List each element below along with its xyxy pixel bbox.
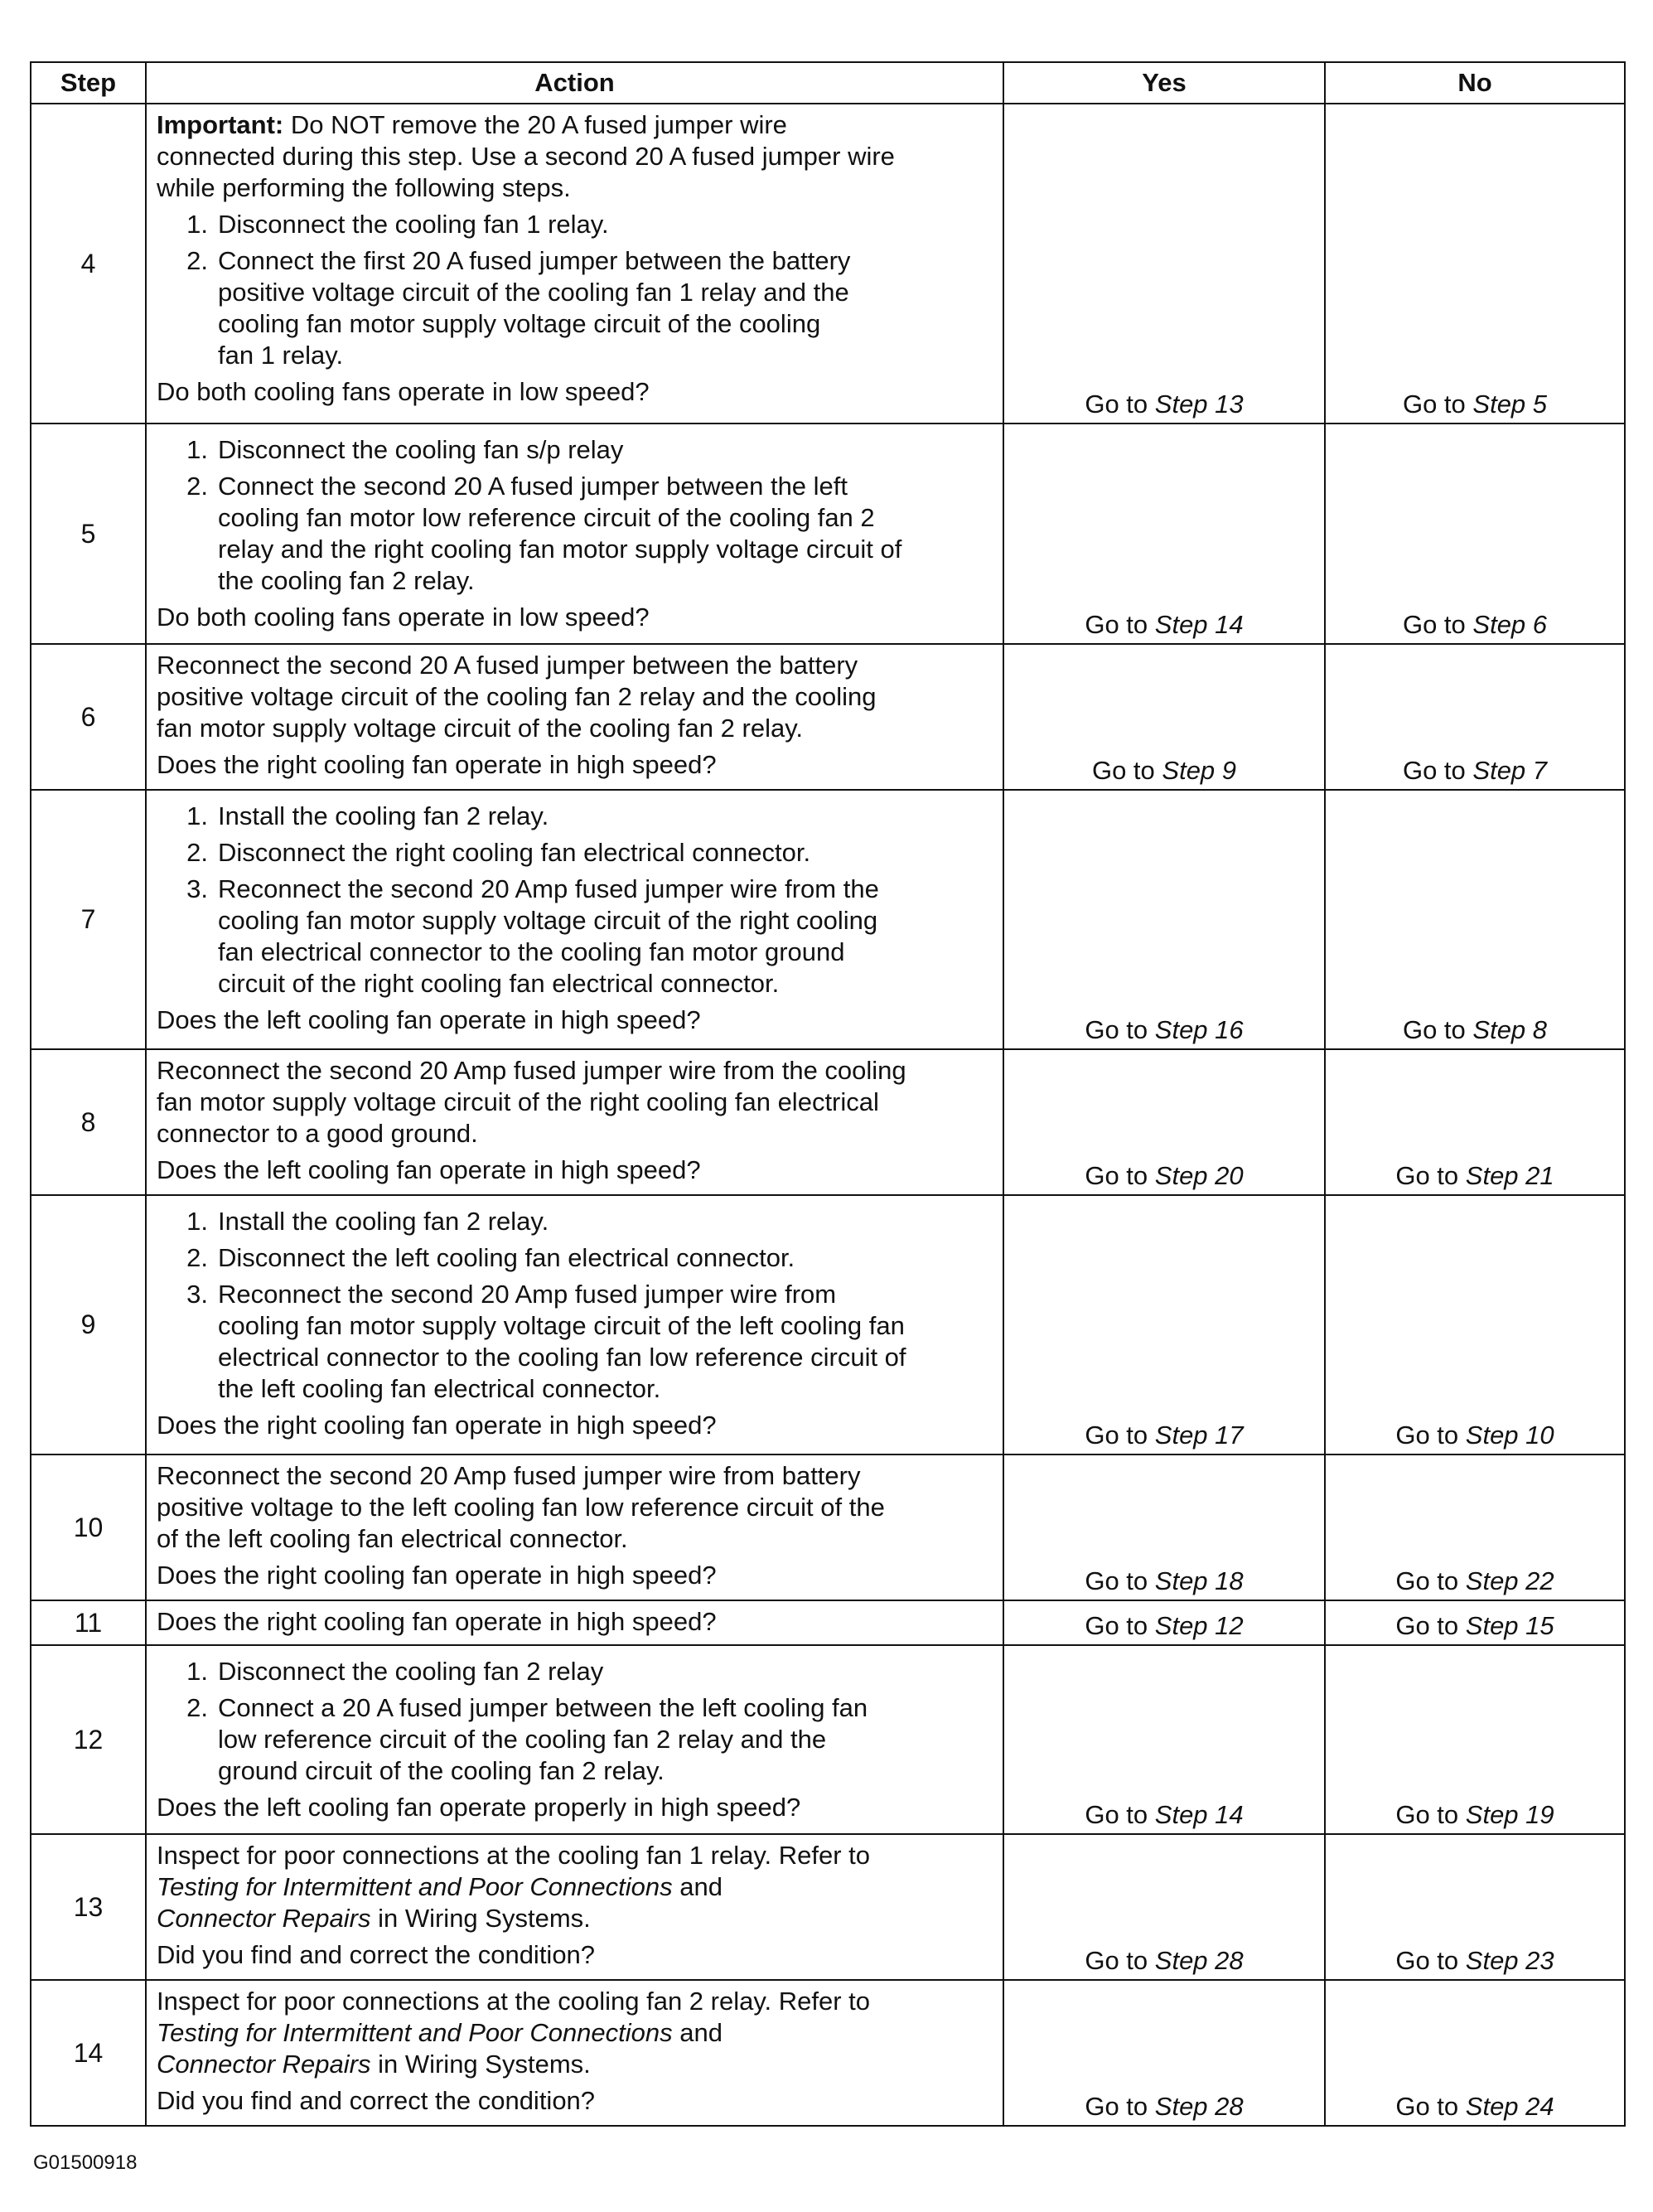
list-item-number: 2. [186,246,208,275]
goto-prefix: Go to [1085,1611,1148,1640]
yes-result [1003,1980,1325,2126]
list-item [157,1242,994,1274]
no-result [1325,1049,1625,1195]
action-text-line [157,1118,994,1150]
list-item-line: Connect a 20 A fused jumper between the left cooling fan [218,1693,868,1722]
reference-link: Testing for Intermittent and Poor Connections [157,2018,673,2047]
list-item [157,209,994,240]
no-target-step: Step 24 [1465,2092,1554,2121]
step-number: 10 [31,1454,146,1600]
yes-target-step: Step 20 [1154,1161,1244,1190]
yes-result [1003,1834,1325,1980]
list-item [157,471,994,597]
no-target-step: Step 7 [1472,756,1548,785]
action-text: Reconnect the second 20 Amp fused jumper wire from the cooling [157,1056,906,1085]
action-text: connector to a good ground. [157,1119,478,1148]
yes-result [1003,1645,1325,1834]
action-cell [146,104,1003,424]
list-item-line: Disconnect the cooling fan 2 relay [218,1657,604,1686]
list-item-text [218,1206,994,1237]
action-cell [146,1645,1003,1834]
action-text-line [157,172,994,204]
question-text: Does the left cooling fan operate in high speed? [157,1155,701,1184]
list-item-line: cooling fan motor supply voltage circuit of the left cooling fan [218,1311,905,1340]
list-item-line: the cooling fan 2 relay. [218,566,475,595]
table-row [31,644,1625,790]
list-item-line: fan electrical connector to the cooling fan motor ground [218,937,845,966]
list-item-line: cooling fan motor low reference circuit of the cooling fan 2 [218,503,875,532]
numbered-list [157,801,994,1000]
reference-link: Connector Repairs [157,2050,371,2079]
list-item-text [218,801,994,832]
no-result [1325,1600,1625,1645]
list-item [157,1279,994,1405]
action-text: while performing the following steps. [157,173,571,202]
list-item-line: low reference circuit of the cooling fan 2 relay and the [218,1725,827,1754]
goto-prefix: Go to [1085,1015,1148,1044]
list-item-text [218,434,994,466]
goto-prefix: Go to [1395,1946,1459,1975]
list-item-line: the left cooling fan electrical connector. [218,1374,661,1403]
question-text: Does the right cooling fan operate in high speed? [157,1561,717,1590]
yes-result [1003,1600,1325,1645]
diagnostic-table [30,61,1626,2127]
list-item-text [218,1279,994,1405]
numbered-list [157,434,994,597]
reference-link: Testing for Intermittent and Poor Connections [157,1872,673,1901]
numbered-list [157,1656,994,1787]
header-action: Action [146,62,1003,104]
no-result [1325,1645,1625,1834]
goto-prefix: Go to [1085,1161,1148,1190]
step-number: 13 [31,1834,146,1980]
table-row [31,1980,1625,2126]
numbered-list [157,209,994,371]
action-text: of the left cooling fan electrical connector. [157,1524,628,1553]
goto-prefix: Go to [1085,1946,1148,1975]
step-number: 9 [31,1195,146,1454]
no-result [1325,644,1625,790]
no-result [1325,1834,1625,1980]
action-text-line [157,1840,994,1871]
list-item-text [218,209,994,240]
list-item [157,837,994,869]
list-item-line: fan 1 relay. [218,341,344,370]
list-item-number: 1. [186,435,208,464]
list-item-line: Disconnect the cooling fan 1 relay. [218,210,609,239]
list-item-number: 3. [186,874,208,903]
reference-line [157,2049,994,2080]
important-label: Important: [157,110,284,139]
question-text: Do both cooling fans operate in low speed? [157,603,650,632]
action-text: Do NOT remove the 20 A fused jumper wire [290,110,787,139]
list-item-number: 2. [186,838,208,867]
list-item-line: ground circuit of the cooling fan 2 relay. [218,1756,665,1785]
step-number: 7 [31,790,146,1049]
action-cell [146,1834,1003,1980]
action-text: fan motor supply voltage circuit of the right cooling fan electrical [157,1087,879,1116]
step-number: 12 [31,1645,146,1834]
action-text: Reconnect the second 20 Amp fused jumper wire from battery [157,1461,861,1490]
action-text-line [157,1986,994,2017]
action-cell [146,424,1003,644]
question-text: Does the right cooling fan operate in high speed? [157,750,717,779]
action-text-line [157,1055,994,1087]
list-item-line: Reconnect the second 20 Amp fused jumper wire from the [218,874,879,903]
goto-prefix: Go to [1085,1421,1148,1450]
yes-target-step: Step 14 [1154,1800,1244,1829]
goto-prefix: Go to [1395,1800,1459,1829]
list-item-line: circuit of the right cooling fan electrical connector. [218,969,780,998]
yes-result [1003,1049,1325,1195]
list-item [157,1656,994,1687]
goto-prefix: Go to [1402,756,1466,785]
list-item [157,874,994,1000]
goto-prefix: Go to [1085,1566,1148,1595]
step-number: 6 [31,644,146,790]
list-item-line: relay and the right cooling fan motor supply voltage circuit of [218,535,902,564]
question-text: Does the left cooling fan operate in high speed? [157,1005,701,1034]
table-row [31,1454,1625,1600]
goto-prefix: Go to [1395,1421,1459,1450]
reference-link: Connector Repairs [157,1904,371,1933]
no-result [1325,1454,1625,1600]
action-cell [146,1195,1003,1454]
reference-conjunction: and [679,1872,723,1901]
question-text: Do both cooling fans operate in low speed? [157,377,650,406]
table-row [31,1049,1625,1195]
no-target-step: Step 10 [1465,1421,1554,1450]
no-target-step: Step 5 [1472,390,1548,419]
goto-prefix: Go to [1085,1800,1148,1829]
action-cell [146,1049,1003,1195]
list-item [157,434,994,466]
table-row [31,1195,1625,1454]
no-target-step: Step 21 [1465,1161,1554,1190]
action-text-line [157,1460,994,1492]
list-item-line: Disconnect the left cooling fan electrical connector. [218,1243,795,1272]
list-item-text [218,1656,994,1687]
list-item-text [218,837,994,869]
list-item [157,801,994,832]
reference-tail: in Wiring Systems. [378,2050,591,2079]
no-target-step: Step 22 [1465,1566,1554,1595]
list-item-number: 2. [186,472,208,501]
yes-result [1003,104,1325,424]
action-text-line [157,650,994,681]
list-item [157,1692,994,1787]
action-text-line [157,1087,994,1118]
figure-code: G01500918 [33,2151,138,2174]
goto-prefix: Go to [1402,1015,1466,1044]
list-item-text [218,471,994,597]
question-text: Does the right cooling fan operate in high speed? [157,1411,717,1440]
header-row [31,62,1625,104]
list-item-line: cooling fan motor supply voltage circuit of the right cooling [218,906,878,935]
action-text-line [157,681,994,713]
action-text: Reconnect the second 20 A fused jumper between the battery [157,651,858,680]
action-text: fan motor supply voltage circuit of the cooling fan 2 relay. [157,714,804,743]
list-item-line: Install the cooling fan 2 relay. [218,1207,549,1236]
list-item-text [218,874,994,1000]
yes-result [1003,644,1325,790]
step-number: 14 [31,1980,146,2126]
goto-prefix: Go to [1402,390,1466,419]
list-item-number: 1. [186,1207,208,1236]
list-item-text [218,1692,994,1787]
list-item-line: electrical connector to the cooling fan low reference circuit of [218,1343,906,1372]
step-number: 5 [31,424,146,644]
action-text: positive voltage to the left cooling fan low reference circuit of the [157,1493,885,1522]
yes-target-step: Step 14 [1154,610,1244,639]
question-text: Does the left cooling fan operate properly in high speed? [157,1793,801,1822]
question-text: Does the right cooling fan operate in high speed? [157,1607,717,1636]
list-item-number: 2. [186,1243,208,1272]
action-text: connected during this step. Use a second 20 A fused jumper wire [157,142,895,171]
reference-tail: in Wiring Systems. [378,1904,591,1933]
action-text-line [157,713,994,744]
list-item-line: Disconnect the right cooling fan electrical connector. [218,838,811,867]
list-item-line: cooling fan motor supply voltage circuit of the cooling [218,309,821,338]
action-text: Inspect for poor connections at the cooling fan 1 relay. Refer to [157,1841,871,1870]
goto-prefix: Go to [1085,610,1148,639]
goto-prefix: Go to [1395,1161,1459,1190]
yes-target-step: Step 28 [1154,1946,1244,1975]
yes-result [1003,1454,1325,1600]
action-text-line [157,1523,994,1555]
table-row [31,790,1625,1049]
yes-target-step: Step 16 [1154,1015,1244,1044]
no-target-step: Step 8 [1472,1015,1548,1044]
list-item-text [218,1242,994,1274]
reference-conjunction: and [679,2018,723,2047]
yes-result [1003,790,1325,1049]
list-item-text [218,245,994,371]
step-number: 4 [31,104,146,424]
goto-prefix: Go to [1085,390,1148,419]
reference-line [157,1903,994,1934]
header-step: Step [31,62,146,104]
action-cell [146,790,1003,1049]
no-target-step: Step 6 [1472,610,1548,639]
question-text: Did you find and correct the condition? [157,1940,596,1969]
action-text-line [157,141,994,172]
no-target-step: Step 23 [1465,1946,1554,1975]
goto-prefix: Go to [1395,1566,1459,1595]
goto-prefix: Go to [1402,610,1466,639]
list-item [157,1206,994,1237]
step-number: 8 [31,1049,146,1195]
no-result [1325,424,1625,644]
list-item-line: Connect the second 20 A fused jumper between the left [218,472,848,501]
table-row [31,1600,1625,1645]
list-item-number: 1. [186,1657,208,1686]
goto-prefix: Go to [1395,1611,1459,1640]
no-result [1325,104,1625,424]
numbered-list [157,1206,994,1405]
action-cell [146,644,1003,790]
step-number: 11 [31,1600,146,1645]
list-item-line: Connect the first 20 A fused jumper between the battery [218,246,851,275]
action-text: positive voltage circuit of the cooling fan 2 relay and the cooling [157,682,877,711]
table-row [31,424,1625,644]
goto-prefix: Go to [1085,2092,1148,2121]
action-text-line [157,109,994,141]
table-row [31,104,1625,424]
yes-target-step: Step 28 [1154,2092,1244,2121]
yes-target-step: Step 18 [1154,1566,1244,1595]
list-item-number: 3. [186,1280,208,1309]
list-item-line: Disconnect the cooling fan s/p relay [218,435,624,464]
table-row [31,1645,1625,1834]
table-row [31,1834,1625,1980]
yes-target-step: Step 13 [1154,390,1244,419]
action-text-line [157,1492,994,1523]
action-text: Inspect for poor connections at the cooling fan 2 relay. Refer to [157,1987,871,2016]
reference-line [157,1871,994,1903]
action-cell [146,1600,1003,1645]
yes-result [1003,1195,1325,1454]
header-yes: Yes [1003,62,1325,104]
reference-line [157,2017,994,2049]
list-item-line: Install the cooling fan 2 relay. [218,801,549,830]
goto-prefix: Go to [1091,756,1155,785]
action-cell [146,1454,1003,1600]
list-item-number: 1. [186,210,208,239]
list-item-number: 2. [186,1693,208,1722]
no-target-step: Step 15 [1465,1611,1554,1640]
yes-target-step: Step 9 [1162,756,1237,785]
yes-target-step: Step 12 [1154,1611,1244,1640]
no-result [1325,790,1625,1049]
list-item-number: 1. [186,801,208,830]
goto-prefix: Go to [1395,2092,1459,2121]
no-result [1325,1980,1625,2126]
action-cell [146,1980,1003,2126]
list-item-line: positive voltage circuit of the cooling fan 1 relay and the [218,278,849,307]
no-target-step: Step 19 [1465,1800,1554,1829]
question-text: Did you find and correct the condition? [157,2086,596,2115]
list-item-line: Reconnect the second 20 Amp fused jumper wire from [218,1280,837,1309]
yes-target-step: Step 17 [1154,1421,1244,1450]
list-item [157,245,994,371]
header-no: No [1325,62,1625,104]
no-result [1325,1195,1625,1454]
yes-result [1003,424,1325,644]
